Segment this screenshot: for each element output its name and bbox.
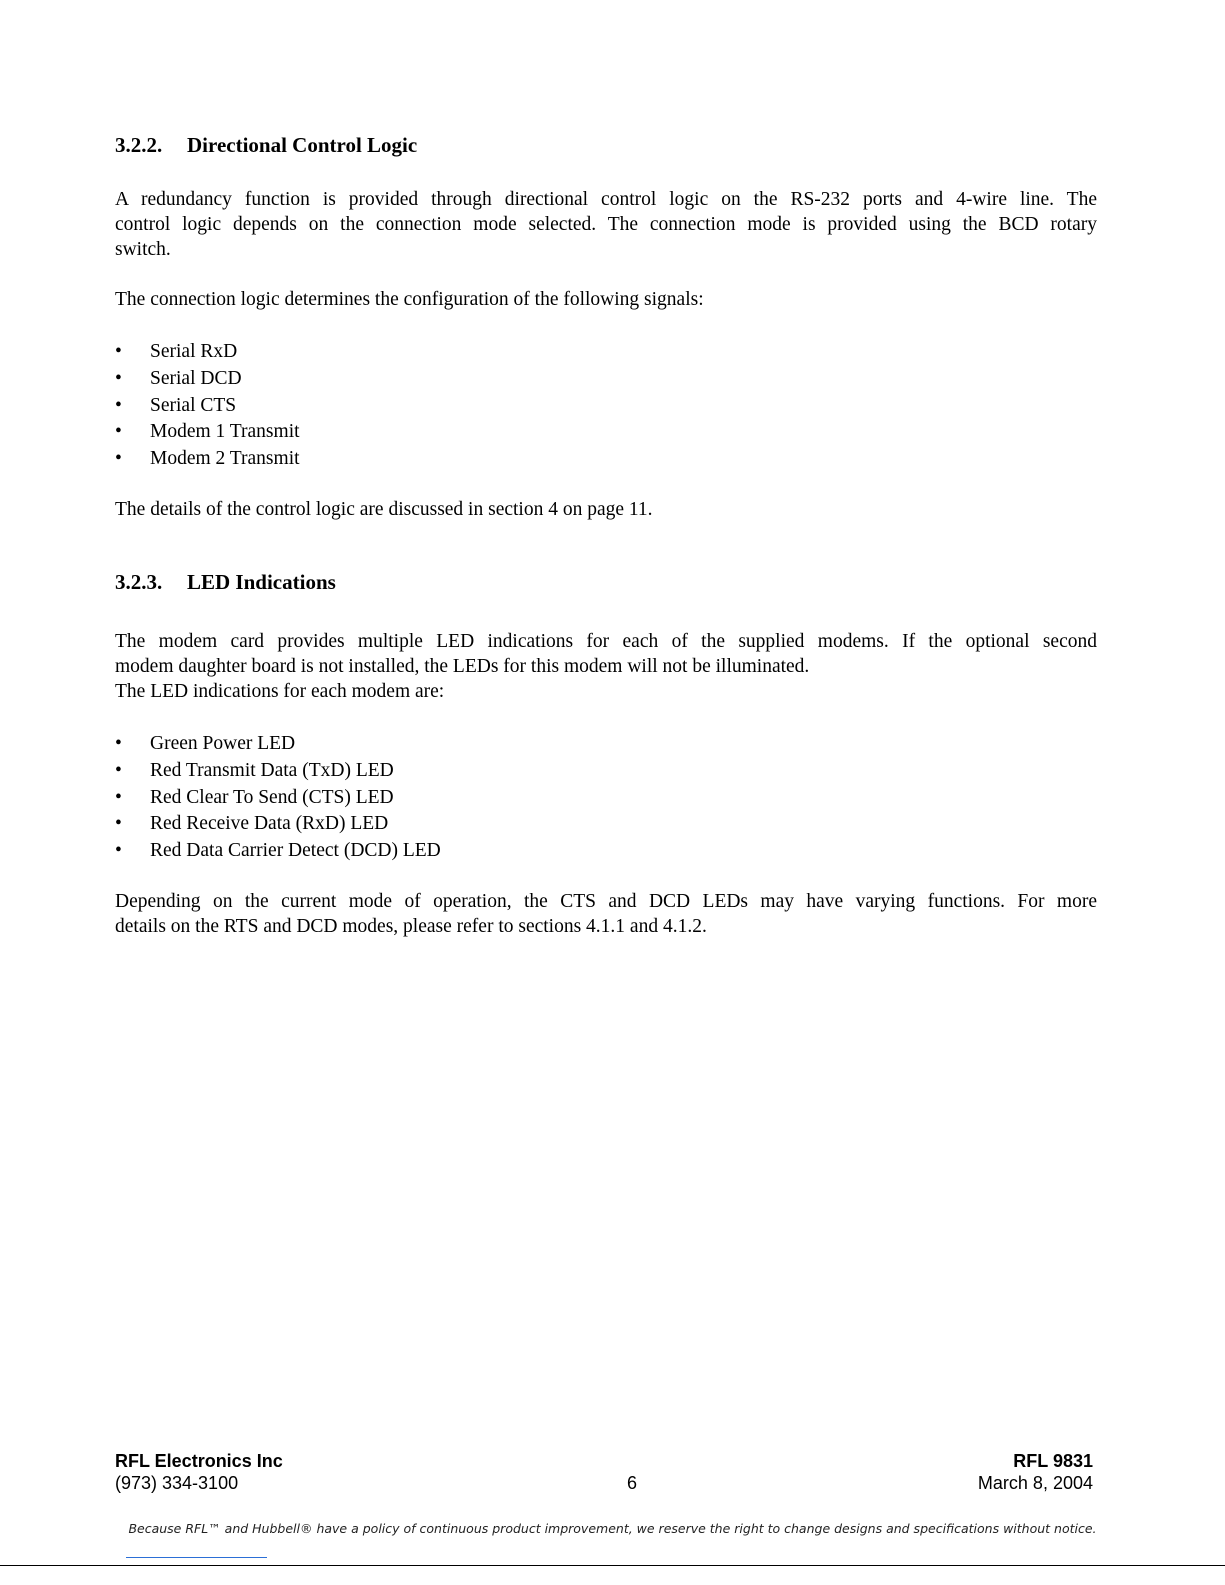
control-logic-details: The details of the control logic are discussed in section 4 on page 11. — [115, 499, 653, 520]
section-heading-3-2-2 — [115, 133, 417, 158]
section-heading-3-2-3 — [115, 570, 336, 595]
link-underline — [126, 1557, 267, 1558]
section-title: Directional Control Logic — [187, 133, 418, 157]
section-number: 3.2.3. — [115, 570, 163, 594]
section-number: 3.2.2. — [115, 133, 163, 157]
list-item: • Red Transmit Data (TxD) LED — [115, 758, 441, 785]
paragraph-line: The modem card provides multiple LED indications for each of the supplied modems. If the optional second — [115, 631, 1097, 652]
paragraph-line: control logic depends on the connection mode selected. The connection mode is provided using the BCD rotary — [115, 214, 1097, 235]
section-title: LED Indications — [187, 570, 336, 594]
bottom-rule — [0, 1565, 1225, 1566]
section-3-2-2-intro — [115, 187, 1097, 262]
signals-list — [115, 339, 300, 473]
list-item: • Modem 2 Transmit — [115, 446, 300, 473]
footer-product: RFL 9831 — [1013, 1451, 1093, 1471]
paragraph-line: Depending on the current mode of operation, the CTS and DCD LEDs may have varying functions. For more — [115, 891, 1097, 912]
paragraph-line: The LED indications for each modem are: — [115, 681, 445, 702]
section-3-2-3-intro — [115, 629, 1097, 704]
list-item: • Serial DCD — [115, 366, 300, 393]
footer-disclaimer: Because RFL™ and Hubbell® have a policy of continuous product improvement, we reserve the right to change designs and specifications without notice. — [128, 1521, 1097, 1536]
paragraph-line: details on the RTS and DCD modes, please refer to sections 4.1.1 and 4.1.2. — [115, 916, 707, 937]
footer-phone: (973) 334-3100 — [115, 1473, 239, 1493]
list-item: • Serial CTS — [115, 393, 300, 420]
paragraph-line: modem daughter board is not installed, the LEDs for this modem will not be illuminated. — [115, 656, 810, 677]
led-list — [115, 731, 441, 865]
footer-company: RFL Electronics Inc — [115, 1451, 283, 1471]
paragraph-line: A redundancy function is provided through directional control logic on the RS-232 ports and 4-wire line. The — [115, 189, 1097, 210]
paragraph-line: switch. — [115, 239, 171, 260]
list-item: • Red Data Carrier Detect (DCD) LED — [115, 838, 441, 865]
list-item: • Modem 1 Transmit — [115, 419, 300, 446]
list-item: • Red Receive Data (RxD) LED — [115, 811, 441, 838]
led-closing-paragraph — [115, 889, 1097, 939]
footer-page-number: 6 — [627, 1473, 638, 1493]
list-item: • Green Power LED — [115, 731, 441, 758]
list-item: • Serial RxD — [115, 339, 300, 366]
signals-intro: The connection logic determines the configuration of the following signals: — [115, 289, 704, 310]
footer-date: March 8, 2004 — [977, 1473, 1093, 1493]
list-item: • Red Clear To Send (CTS) LED — [115, 785, 441, 812]
